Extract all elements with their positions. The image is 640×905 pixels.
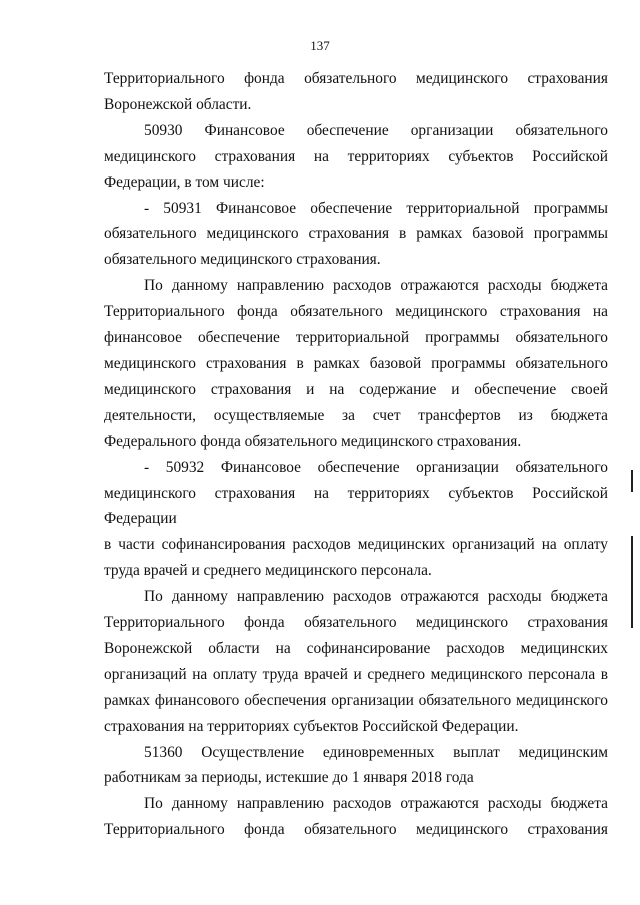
paragraph-code-51360 bbox=[104, 740, 608, 792]
text-line: Территориального фонда обязательного медицинского страхования bbox=[104, 70, 608, 87]
text-line: работникам за периоды, истекшие до 1 января 2018 года bbox=[104, 769, 474, 787]
text-line: - 50932 Финансовое обеспечение организации обязательного bbox=[144, 458, 608, 476]
text-line: 50930 Финансовое обеспечение организации обязательного bbox=[144, 121, 608, 139]
page-number: 137 bbox=[310, 38, 330, 53]
text-line: труда врачей и среднего медицинского персонала. bbox=[104, 562, 432, 580]
text-line: деятельности, осуществляемые за счет трансфертов из бюджета bbox=[104, 406, 608, 424]
text-line: обязательного медицинского страхования в рамках базовой программы bbox=[104, 225, 608, 243]
text-line: рамках финансового обеспечения организации обязательного медицинского bbox=[104, 691, 608, 709]
scan-edge-mark bbox=[631, 536, 633, 628]
text-line: медицинского страхования на территориях субъектов Российской bbox=[104, 147, 608, 165]
paragraph-51360-description bbox=[104, 791, 608, 843]
paragraph-50931-description bbox=[104, 273, 608, 454]
text-line: По данному направлению расходов отражаются расходы бюджета bbox=[144, 277, 608, 295]
text-line: Территориального фонда обязательного медицинского страхования bbox=[104, 614, 608, 632]
paragraph-50932-description bbox=[104, 584, 608, 739]
text-line: медицинского страхования в рамках базовой программы обязательного bbox=[104, 354, 608, 372]
text-line: Федерального фонда обязательного медицинского страхования. bbox=[104, 432, 522, 450]
text-line: По данному направлению расходов отражаются расходы бюджета bbox=[144, 795, 608, 813]
text-line: страхования на территориях субъектов Российской Федерации. bbox=[104, 717, 519, 735]
text-line: 51360 Осуществление единовременных выплат медицинским bbox=[144, 743, 608, 761]
text-line: Воронежской области на софинансирование расходов медицинских bbox=[104, 639, 608, 657]
text-line: медицинского страхования и на содержание и обеспечение своей bbox=[104, 380, 608, 398]
document-body bbox=[104, 66, 608, 843]
text-line: медицинского страхования на территориях субъектов Российской Федерации bbox=[104, 484, 608, 528]
scan-edge-mark bbox=[631, 470, 633, 492]
text-line: Федерации, в том числе: bbox=[104, 173, 265, 191]
paragraph-code-50932 bbox=[104, 455, 608, 585]
text-line: финансовое обеспечение территориальной программы обязательного bbox=[104, 329, 608, 347]
text-line: Воронежской области. bbox=[104, 95, 252, 113]
text-line: организаций на оплату труда врачей и среднего медицинского персонала в bbox=[104, 665, 608, 683]
text-line: в части софинансирования расходов медицинских организаций на оплату bbox=[104, 536, 608, 554]
text-line: - 50931 Финансовое обеспечение территориальной программы bbox=[144, 199, 608, 217]
paragraph-code-50931 bbox=[104, 196, 608, 274]
paragraph-intro-continuation bbox=[104, 66, 608, 118]
text-line: Территориального фонда обязательного медицинского страхования bbox=[104, 821, 608, 839]
text-line: Территориального фонда обязательного медицинского страхования на bbox=[104, 303, 608, 321]
paragraph-code-50930 bbox=[104, 118, 608, 196]
text-line: обязательного медицинского страхования. bbox=[104, 251, 381, 269]
text-line: По данному направлению расходов отражаются расходы бюджета bbox=[144, 588, 608, 606]
